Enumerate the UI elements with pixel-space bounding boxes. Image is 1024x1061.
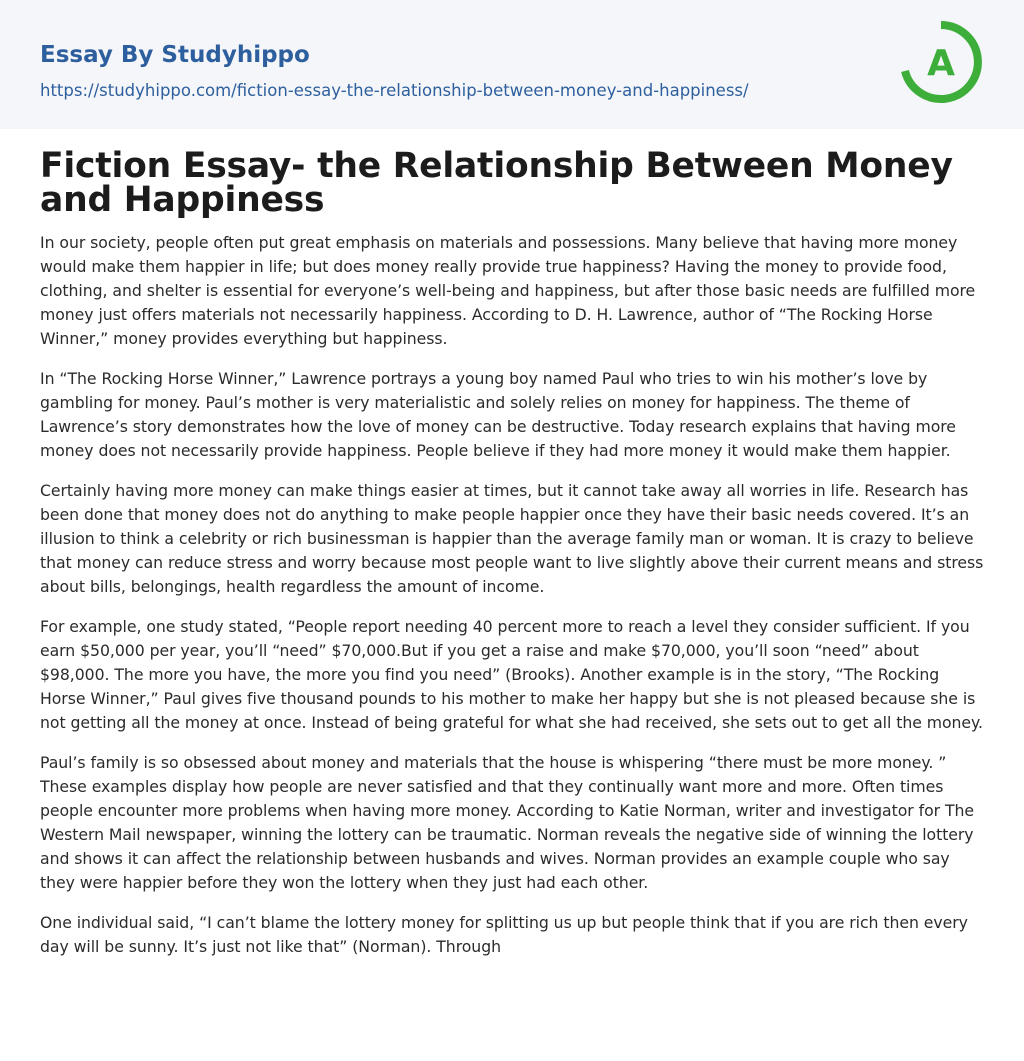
paragraph: Certainly having more money can make things easier at times, but it cannot take away all worries in life. Research has been done that money does not do anything to make people happier once they have their basic needs covered. It’s an illusion to think a celebrity or rich businessman is happier than the average family man or woman. It is crazy to believe that money can reduce stress and worry because most people want to live slightly above their current means and stress about bills, belongings, health regardless the amount of income. [40,481,984,596]
brand-name[interactable]: Essay By Studyhippo [40,42,310,68]
page-title: Fiction Essay- the Relationship Between Money and Happiness [40,146,953,220]
page-url-link[interactable]: https://studyhippo.com/fiction-essay-the-relationship-between-money-and-happiness/ [40,81,749,100]
article [0,129,1024,959]
logo-letter: A [927,43,955,84]
paragraph: In “The Rocking Horse Winner,” Lawrence portrays a young boy named Paul who tries to win his mother’s love by gambling for money. Paul’s mother is very materialistic and solely relies on money for happiness. The theme of Lawrence’s story demonstrates how the love of money can be destructive. Today research explains that having more money does not necessarily provide happiness. People believe if they had more money it would make them happier. [40,369,956,460]
paragraph: For example, one study stated, “People report needing 40 percent more to reach a level they consider sufficient. If you earn $50,000 per year, you’ll “need” $70,000.But if you get a raise and make $70,000, you’ll soon “need” about $98,000. The more you have, the more you find you need” (Brooks). Another example is in the story, “The Rocking Horse Winner,” Paul gives five thousand pounds to his mother to make her happy but she is not pleased because she is not getting all the money at once. Instead of being grateful for what she had received, she sets out to get all the money. [40,617,983,732]
paragraph: In our society, people often put great emphasis on materials and possessions. Many believe that having more money would make them happier in life; but does money really provide true happiness? Having the money to provide food, clothing, and shelter is essential for everyone’s well-being and happiness, but after those basic needs are fulfilled more money just offers materials not necessarily happiness. According to D. H. Lawrence, author of “The Rocking Horse Winner,” money provides everything but happiness. [40,233,976,348]
paragraph: One individual said, “I can’t blame the lottery money for splitting us up but people think that if you are rich then every day will be sunny. It’s just not like that” (Norman). Through [40,913,968,956]
logo-graphic [898,19,984,105]
paragraph: Paul’s family is so obsessed about money and materials that the house is whispering “there must be more money. ” These examples display how people are never satisfied and that they continually want more and more. Often times people encounter more problems when having more money. According to Katie Norman, writer and investigator for The Western Mail newspaper, winning the lottery can be traumatic. Norman reveals the negative side of winning the lottery and shows it can affect the relationship between husbands and wives. Norman provides an example couple who say they were happier before they won the lottery when they just had each other. [40,753,974,892]
studyhippo-logo-icon[interactable] [898,19,984,105]
site-header [0,0,1024,129]
